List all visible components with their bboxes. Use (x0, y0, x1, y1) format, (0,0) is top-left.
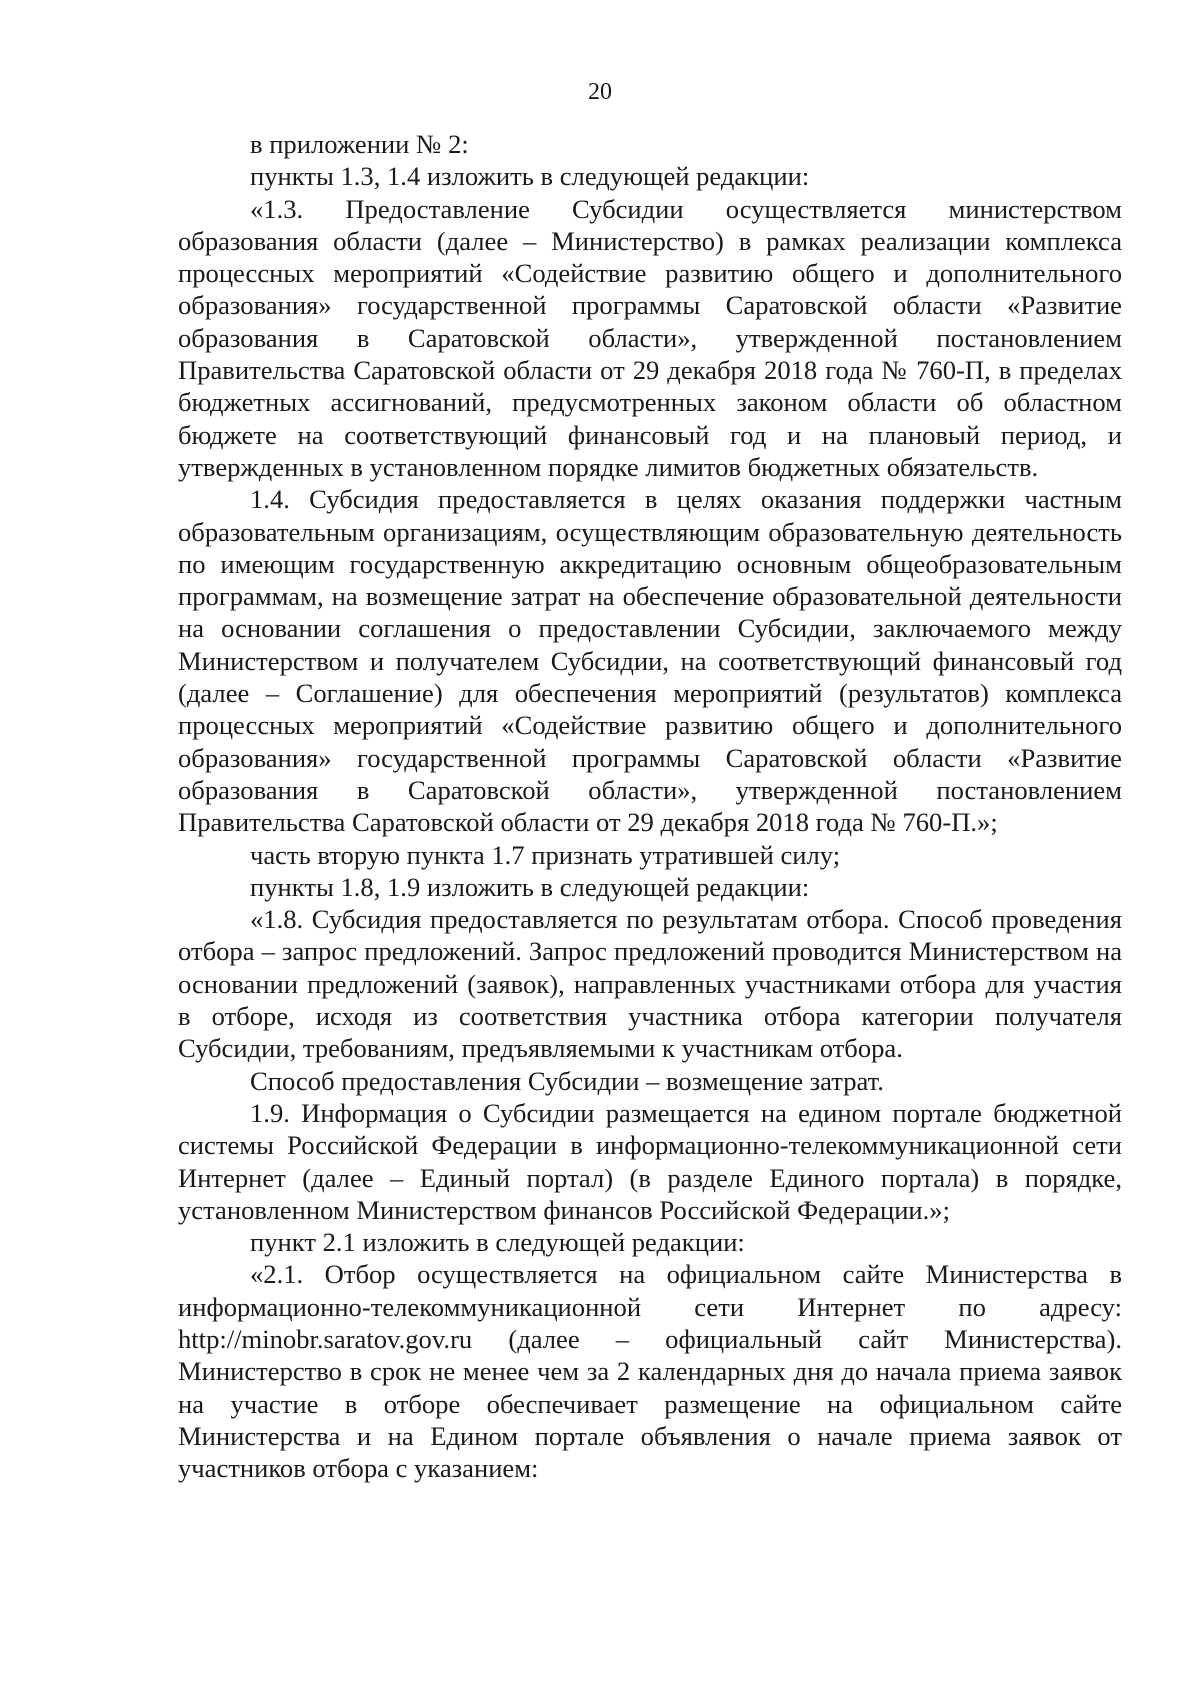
paragraph-point-2-1: «2.1. Отбор осуществляется на официальном сайте Министерства в информационно-телекоммуникационной сети Интернет по адресу: http://minobr.saratov.gov.ru (далее – официальный сайт Министерства). Министерство в срок не менее чем за 2 календарных дня до начала приема заявок на участие в отборе обеспечивает размещение на официальном сайте Министерства и на Едином портале объявления о начале приема заявок от участников отбора с указанием: (178, 1259, 1122, 1484)
paragraph-point-1-3: «1.3. Предоставление Субсидии осуществляется министерством образования области (далее – Министерство) в рамках реализации комплекса процессных мероприятий «Содействие развитию общего и дополнительного образования» государственной программы Саратовской области «Развитие образования в Саратовской области», утвержденной постановлением Правительства Саратовской области от 29 декабря 2018 года № 760-П, в пределах бюджетных ассигнований, предусмотренных законом области об областном бюджете на соответствующий финансовый год и на плановый период, и утвержденных в установленном порядке лимитов бюджетных обязательств. (178, 193, 1122, 482)
page-number: 20 (588, 79, 612, 105)
document-body (178, 128, 1122, 1484)
paragraph-points-1-3-1-4-intro: пункты 1.3, 1.4 изложить в следующей редакции: (250, 161, 810, 192)
paragraph-points-1-8-1-9-intro: пункты 1.8, 1.9 изложить в следующей редакции: (250, 871, 810, 902)
paragraph-subsidy-method: Способ предоставления Субсидии – возмещение затрат. (250, 1065, 884, 1096)
paragraph-point-2-1-intro: пункт 2.1 изложить в следующей редакции: (250, 1227, 745, 1258)
paragraph-point-1-9: 1.9. Информация о Субсидии размещается на едином портале бюджетной системы Российской Федерации в информационно-телекоммуникационной сети Интернет (далее – Единый портал) (в разделе Единого портала) в порядке, установленном Министерством финансов Российской Федерации.»; (178, 1097, 1122, 1225)
paragraph-point-1-8: «1.8. Субсидия предоставляется по результатам отбора. Способ проведения отбора – запрос предложений. Запрос предложений проводится Министерством на основании предложений (заявок), направленных участниками отбора для участия в отборе, исходя из соответствия участника отбора категории получателя Субсидии, требованиям, предъявляемыми к участникам отбора. (178, 904, 1122, 1064)
paragraph-point-1-7-repeal: часть вторую пункта 1.7 признать утратившей силу; (250, 839, 841, 870)
paragraph-point-1-4: 1.4. Субсидия предоставляется в целях оказания поддержки частным образовательным организациям, осуществляющим образовательную деятельность по имеющим государственную аккредитацию основным общеобразовательным программам, на возмещение затрат на обеспечение образовательной деятельности на основании соглашения о предоставлении Субсидии, заключаемого между Министерством и получателем Субсидии, на соответствующий финансовый год (далее – Соглашение) для обеспечения мероприятий (результатов) комплекса процессных мероприятий «Содействие развитию общего и дополнительного образования» государственной программы Саратовской области «Развитие образования в Саратовской области», утвержденной постановлением Правительства Саратовской области от 29 декабря 2018 года № 760-П.»; (178, 484, 1122, 838)
paragraph-appendix-heading: в приложении № 2: (250, 129, 469, 159)
